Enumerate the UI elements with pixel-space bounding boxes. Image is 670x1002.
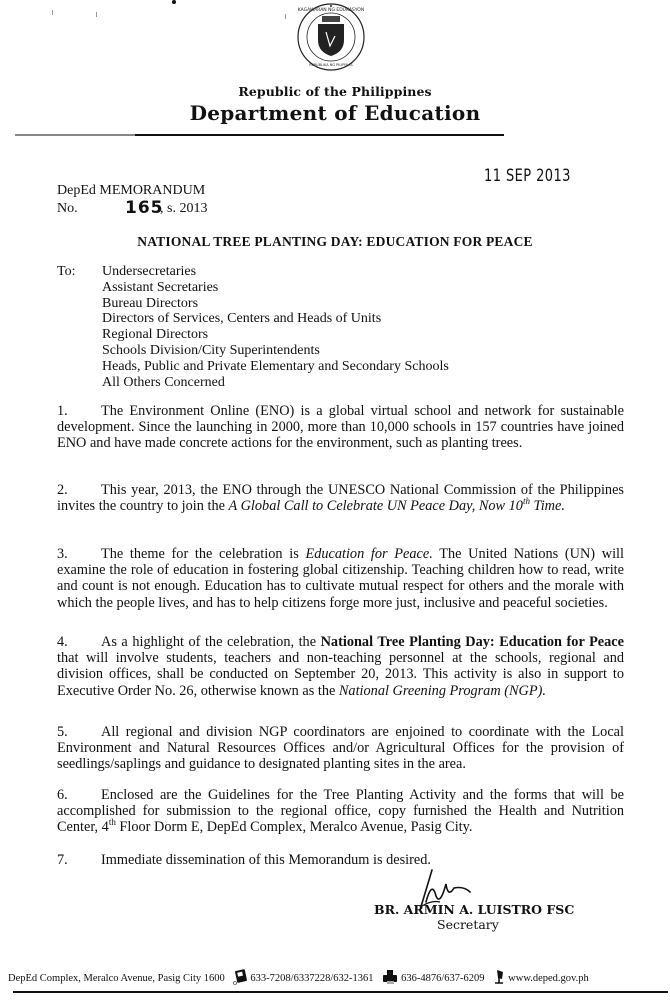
- paragraph-text: As a highlight of the celebration, the: [101, 634, 321, 650]
- deped-seal-icon: [296, 2, 366, 72]
- paragraph-text: The Environment Online (ENO) is a global virtual school and network for sustainable development. Since the launching in 2000, more than 10,000 schools in 157 countries have joined ENO and have made concrete actions for the environment, such as planting trees.: [57, 403, 624, 452]
- recipient: Directors of Services, Centers and Heads of Units: [102, 311, 382, 327]
- recipient: Regional Directors: [102, 327, 209, 343]
- paragraph-number: 2.: [57, 482, 68, 498]
- paragraph-2: [57, 482, 624, 514]
- recipient: Undersecretaries: [102, 264, 197, 279]
- telephone-icon: [233, 969, 247, 988]
- recipient: Bureau Directors: [102, 295, 199, 311]
- event-name: A Global Call to Celebrate UN Peace Day, Now 10: [228, 498, 523, 515]
- header-divider-faded: [15, 134, 135, 136]
- paragraph-text: The theme for the celebration is: [101, 546, 306, 562]
- memo-number: 165: [125, 198, 164, 218]
- program-name: National Greening Program (NGP).: [338, 682, 546, 699]
- theme-name: Education for Peace.: [305, 546, 433, 562]
- paragraph-text: This year, 2013, the ENO through the UNESCO National Commission of the Philippines invites the country to join the: [57, 482, 624, 515]
- recipient-list: [102, 264, 449, 390]
- footer-contact: [8, 969, 668, 988]
- footer-address: DepEd Complex, Meralco Avenue, Pasig City 1600: [8, 973, 225, 984]
- paragraph-5: [57, 724, 624, 773]
- scan-speck: [96, 12, 97, 17]
- paragraph-6: [57, 787, 624, 836]
- memo-date-stamp: 11 SEP 2013: [484, 166, 571, 186]
- globe-icon: [493, 969, 505, 988]
- paragraph-text: Immediate dissemination of this Memorandum is desired.: [101, 852, 431, 868]
- paragraph-number: 5.: [57, 724, 68, 740]
- event-name-end: Time.: [529, 498, 565, 515]
- scan-speck: [172, 0, 176, 4]
- paragraph-text: that will involve students, teachers and non-teaching personnel at the schools, regional and division offices, shall be conducted on September 20, 2013. This activity is also in support to Executive Order No. 26, otherwise known as the: [57, 650, 624, 699]
- signatory-name: BR. ARMIN A. LUISTRO FSC: [374, 902, 575, 917]
- paragraph-3: [57, 546, 624, 611]
- scan-speck: [52, 10, 53, 15]
- event-title: National Tree Planting Day: Education for Peace: [320, 634, 624, 650]
- recipient: All Others Concerned: [102, 374, 225, 390]
- paragraph-text: All regional and division NGP coordinators are enjoined to coordinate with the Local Environment and Natural Resources Offices and/or Agricultural Offices for the provision of seedlings/saplings and guidance to designated planting sites in the area.: [57, 724, 624, 773]
- recipient: Heads, Public and Private Elementary and Secondary Schools: [102, 358, 449, 374]
- department-name: Department of Education: [189, 101, 481, 125]
- paragraph-number: 7.: [57, 852, 68, 868]
- paragraph-text: Enclosed are the Guidelines for the Tree Planting Activity and the forms that will be accomplished for submission to the regional office, copy furnished the Health and Nutrition Center, 4: [57, 787, 624, 836]
- footer-website: www.deped.gov.ph: [508, 973, 589, 984]
- paragraph-number: 3.: [57, 546, 68, 562]
- recipient: Schools Division/City Superintendents: [102, 342, 320, 358]
- footer-phone: 633-7208/6337228/632-1361: [250, 973, 374, 984]
- memo-no-label: No.: [57, 201, 78, 216]
- paragraph-number: 6.: [57, 787, 68, 803]
- republic-line: Republic of the Philippines: [238, 84, 432, 99]
- superscript: th: [522, 496, 530, 507]
- to-label: To:: [57, 264, 76, 279]
- signatory-title: Secretary: [437, 917, 499, 932]
- scan-speck: [285, 14, 286, 19]
- paragraph-text: Floor Dorm E, DepEd Complex, Meralco Avenue, Pasig City.: [115, 819, 473, 836]
- paragraph-1: [57, 403, 624, 452]
- footer-divider: [13, 991, 668, 993]
- paragraph-number: 1.: [57, 403, 68, 419]
- superscript: th: [108, 817, 116, 828]
- svg-text:REPUBLIKA NG PILIPINAS: REPUBLIKA NG PILIPINAS: [309, 63, 353, 67]
- footer-fax: 636-4876/637-6209: [401, 973, 485, 984]
- paragraph-number: 4.: [57, 634, 68, 650]
- paragraph-7: [57, 852, 624, 868]
- memo-title: NATIONAL TREE PLANTING DAY: EDUCATION FOR PEACE: [137, 234, 533, 249]
- fax-icon: [382, 969, 398, 988]
- recipient: Assistant Secretaries: [102, 279, 219, 295]
- memo-series: , s. 2013: [160, 201, 208, 216]
- memo-type: DepEd MEMORANDUM: [57, 183, 206, 198]
- svg-text:KAGAWARAN NG EDUKASYON: KAGAWARAN NG EDUKASYON: [297, 8, 365, 13]
- paragraph-text: The United Nations (UN) will examine the role of education in fostering global citizenship. Teaching children how to read, write and count is not enough. Education has to cultivate mutual respect for others and the morale with which the people lives, and has to help citizens forge more just, inclusive and peaceful societies.: [57, 546, 625, 611]
- paragraph-4: [57, 634, 624, 699]
